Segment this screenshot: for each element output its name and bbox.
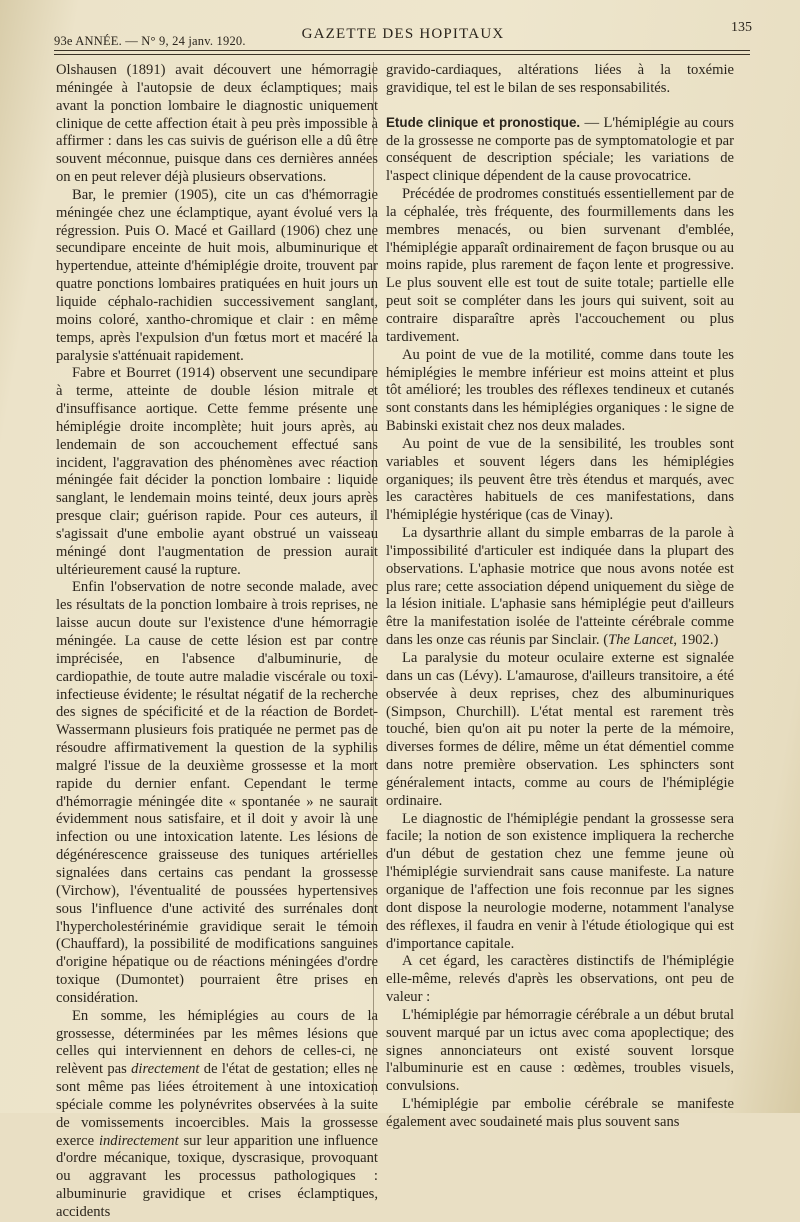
left_column-paragraph: Olshausen (1891) avait découvert une hémorragie méningée à l'autopsie de deux éclamptiques; mais avant la ponction lombaire le diagnostic uniquement clinique de cette affection était à peu près impossible à affirmer : dans les cas suivis de guérison elle a dû être souvent méconnue, puisque dans ces dernières années on en peut relever déjà plusieurs observations. (56, 62, 378, 186)
emphasis-text: directement (131, 1061, 200, 1078)
right_column-paragraph: L'hémiplégie par hémorragie cérébrale a un début brutal souvent marqué par un ictus avec coma apoplectique; des signes annonciateurs ont existé souvent lorsque l'albuminurie est en cause : œdèmes, troubles visuels, convulsions. (386, 1006, 734, 1095)
left_column-paragraph: Fabre et Bourret (1914) observent une secundipare à terme, atteinte de double lésion mitrale et d'insuffisance aortique. Cette femme présente une hémiplégie droite incomplète; huit jours après, au lendemain de son accouchement effectué sans incident, l'aggravation des phénomènes avec réaction méningée fait décider la ponction lombaire : liquide sanglant, le lendemain moins teinté, deux jours après presque clair; guérison rapide. Pour ces auteurs, il s'agissait d'une embolie ayant obstrué un vaisseau méningé dont l'augmentation de pression aurait ultérieurement causé la rupture. (56, 365, 378, 578)
header-rule (54, 50, 750, 55)
right_column-paragraph: Au point de vue de la sensibilité, les troubles sont variables et souvent légers dans les hémiplégies organiques; ils peuvent être très étendus et marqués, avec les caractères habituels de ces manifestations, dans l'hémiplégie hystérique (cas de Vinay). (386, 435, 734, 524)
paragraph-text: — L'hémiplégie au cours de la grossesse ne comporte pas de symptomatologie et par conséquent de description spéciale; les variations de l'aspect clinique dépendent de la cause provocatrice. (386, 114, 734, 185)
right_column-paragraph: gravido-cardiaques, altérations liées à la toxémie gravidique, tel est le bilan de ses responsabilités. (386, 62, 734, 96)
section-heading: Etude clinique et pronostique. (386, 114, 581, 130)
right_column-paragraph: L'hémiplégie par embolie cérébrale se manifeste également avec soudaineté mais plus souvent sans (386, 1096, 734, 1130)
page-header (54, 18, 752, 48)
paragraph-text: , 1902.) (673, 632, 719, 649)
paragraph-text: sur leur apparition une influence d'ordre mécanique, toxique, dyscrasique, provoquant ou aggravant les processus pathologiques : albuminurie gravidique et crises éclamptiques, accidents (56, 1132, 379, 1220)
emphasis-text: indirectement (98, 1132, 179, 1149)
right-column (386, 62, 734, 1132)
issue-line: 93e ANNÉE. — N° 9, 24 janv. 1920. (54, 34, 246, 48)
right_column-paragraph (386, 525, 734, 650)
paragraph-text: En somme, les hémiplégies au cours de la grossesse, déterminées par les mêmes lésions que celles qui interviennent en dehors de celles-ci, ne relèvent pas (56, 1007, 378, 1078)
right_column-paragraph: A cet égard, les caractères distinctifs de l'hémiplégie elle-même, relevés d'après les observations, ont peu de valeur : (386, 953, 734, 1006)
page-number: 135 (731, 20, 752, 35)
left_column-paragraph (56, 1008, 378, 1222)
left_column-paragraph: Enfin l'observation de notre seconde malade, avec les résultats de la ponction lombaire à trois reprises, ne laisse aucun doute sur l'existence d'une hémorragie méningée. La cause de cette lésion est par contre imprécisée, en l'absence d'albuminurie, de cardiopathie, de toute autre maladie viscérale ou toxi-infectieuse évidente; le résultat négatif de la recherche des signes de spécificité et de la réaction de Bordet-Wassermann plusieurs fois pratiquée ne permet pas de résoudre affirmativement la question de la syphilis malgré l'issue de la deuxième grossesse et la mort rapide du dernier enfant. Cependant le terme d'hémorragie méningée dite « spontanée » ne saurait évidemment nous satisfaire, et il doit y avoir là une infection ou une intoxication latente. Les lésions de dégénérescence graisseuse des tuniques artérielles signalées dans certains cas pendant la grossesse (Virchow), l'éventualité de poussées hypertensives sous l'influence d'une activité des surrénales dont l'hypercholestérinémie gravidique serait le témoin (Chauffard), la possibilité de modifications sanguines d'origine hépatique ou de réactions méningées d'ordre toxique (Dumontet) pourraient être prises en considération. (56, 579, 378, 1006)
right_column-paragraph (386, 114, 734, 186)
journal-title: GAZETTE DES HOPITAUX (301, 26, 505, 42)
right_column-paragraph: La paralysie du moteur oculaire externe est signalée dans un cas (Lévy). L'amaurose, d'ailleurs transitoire, a été observée à deux reprises, chez des albuminuriques (Simpson, Churchill). L'état mental est rarement très touché, bien qu'on ait pu noter la perte de la mémoire, diverses formes de délire, même un état démentiel comme dans notre première observation. Les sphincters sont généralement intacts, comme au cours de l'hémiplégie ordinaire. (386, 650, 734, 809)
column-divider (373, 62, 374, 1095)
paragraph-text: La dysarthrie allant du simple embarras de la parole à l'impossibilité d'articuler est indiquée dans la plupart des observations. L'aphasie motrice que nous avons notée est plus rare; cette association dépend uniquement du siège de la lésion initiale. L'aphasie sans hémiplégie peut d'ailleurs être la manifestation isolée de l'atteinte cérébrale comme dans les onze cas réunis par Sinclair. ( (386, 525, 734, 649)
right_column-paragraph: Précédée de prodromes constitués essentiellement par de la céphalée, très fréquente, des fourmillements dans les membres menacés, ou bien survenant d'emblée, l'hémiplégie apparaît ordinairement de façon brusque ou au moins rapide, plus rarement de façon lente et progressive. Le plus souvent elle est tout de suite totale; partielle elle peut soit se compléter dans les jours qui suivent, soit au contraire disparaître après l'accouchement ou plus tardivement. (386, 186, 734, 345)
right_column-paragraph: Le diagnostic de l'hémiplégie pendant la grossesse sera facile; la notion de son existence impliquera la recherche d'un début de gestation chez une femme jeune où l'hémiplégie surviendrait sans cause manifeste. La nature organique de l'affection une fois reconnue par les signes dont dispose la neurologie moderne, notamment l'analyse des réflexes, il faudra en venir à l'étude étiologique qui est d'importance capitale. (386, 810, 734, 952)
left_column-paragraph: Bar, le premier (1905), cite un cas d'hémorragie méningée chez une éclamptique, ayant évolué vers la régression. Puis O. Macé et Gaillard (1906) chez une secundipare enceinte de huit mois, albuminurique et hypertendue, atteinte d'hémiplégie droite, trouvent par quatre ponctions lombaires pratiquées en huit jours un liquide céphalo-rachidien successivement sanglant, moins coloré, xantho-chromique et clair : en même temps, après l'expulsion d'un fœtus mort et macéré la paralysie s'atténuait rapidement. (56, 186, 378, 364)
left-column (56, 62, 378, 1222)
right_column-paragraph: Au point de vue de la motilité, comme dans toute les hémiplégies le membre inférieur est moins atteint et plus tôt amélioré; les troubles des réflexes tendineux et cutanés sont constants dans les hémiplégies organiques : le signe de Babinski existait chez nos deux malades. (386, 346, 734, 435)
emphasis-text: The Lancet (608, 632, 674, 649)
paragraph-text: de l'état de gestation; elles ne sont même pas liées étroitement à une intoxication spéciale comme les polynévrites observées à la suite de vomissements incoercibles. Mais la grossesse exerce (56, 1061, 378, 1149)
